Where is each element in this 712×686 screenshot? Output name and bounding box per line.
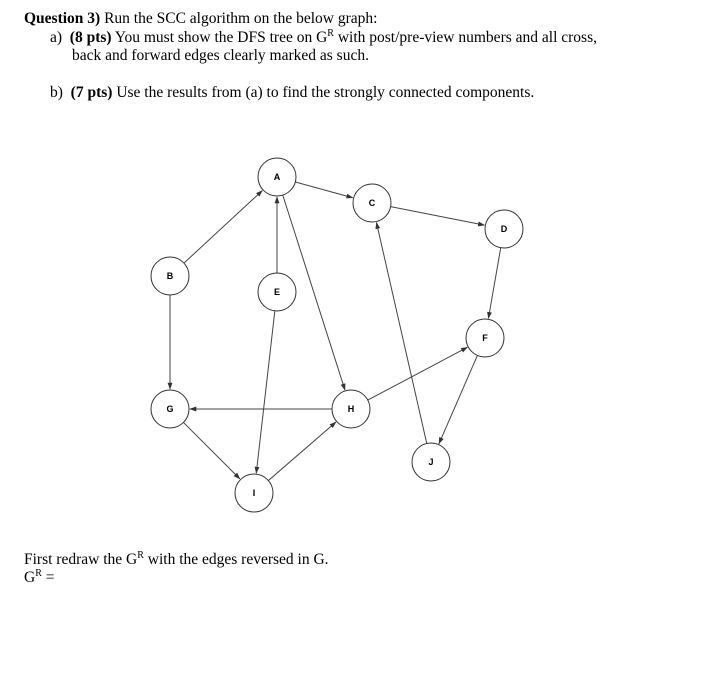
part-a-text-2: with post/pre-view numbers and all cross, — [333, 29, 597, 46]
edge-b-to-a — [184, 191, 262, 264]
part-b-points: (7 pts) — [70, 84, 113, 101]
node-f — [466, 319, 504, 357]
gr-equals-line — [24, 569, 55, 587]
node-label: J — [428, 457, 434, 467]
edge-c-to-d — [391, 207, 485, 225]
part-b-text: Use the results from (a) to find the strongly connected components. — [112, 84, 535, 101]
node-label: A — [273, 172, 281, 182]
edge-g-to-i — [183, 422, 239, 478]
part-a-line-2: back and forward edges clearly marked as such. — [72, 47, 369, 64]
node-label: D — [500, 224, 508, 234]
node-label: I — [252, 488, 256, 498]
question-number: Question 3) — [24, 10, 101, 27]
edge-j-to-c — [376, 223, 426, 444]
graph-edges — [170, 182, 501, 481]
node-d — [485, 210, 523, 248]
redraw-text-2: with the edges reversed in G. — [143, 551, 329, 568]
node-c — [353, 184, 391, 222]
part-a-points: (8 pts) — [69, 29, 112, 46]
node-j — [412, 443, 450, 481]
redraw-superscript: R — [137, 549, 144, 561]
edge-a-to-c — [295, 182, 352, 198]
node-label: E — [273, 287, 281, 297]
gr-equals: = — [41, 569, 55, 586]
edge-i-to-h — [268, 422, 336, 480]
redraw-instruction — [24, 551, 329, 569]
question-intro: Run the SCC algorithm on the below graph: — [100, 10, 378, 27]
node-b — [151, 257, 189, 295]
gr-superscript: R — [35, 567, 42, 579]
node-label: F — [482, 333, 488, 343]
graph-nodes — [151, 158, 523, 512]
node-label: B — [166, 271, 174, 281]
node-g — [151, 390, 189, 428]
part-a-text-1: You must show the DFS tree on G — [111, 29, 328, 46]
part-a-label: a) — [50, 29, 63, 46]
node-a — [258, 158, 296, 196]
node-h — [332, 390, 370, 428]
edge-f-to-j — [439, 355, 477, 443]
gr-label: G — [24, 569, 36, 586]
part-b-label: b) — [50, 84, 63, 101]
node-e — [258, 273, 296, 311]
edge-d-to-f — [488, 248, 500, 319]
node-label: H — [347, 404, 355, 414]
node-i — [235, 474, 273, 512]
redraw-text-1: First redraw the G — [24, 551, 138, 568]
node-label: G — [166, 404, 174, 414]
edge-e-to-i — [256, 311, 275, 473]
edge-h-to-f — [368, 347, 468, 400]
part-a-superscript: R — [327, 27, 334, 39]
node-label: C — [368, 198, 376, 208]
